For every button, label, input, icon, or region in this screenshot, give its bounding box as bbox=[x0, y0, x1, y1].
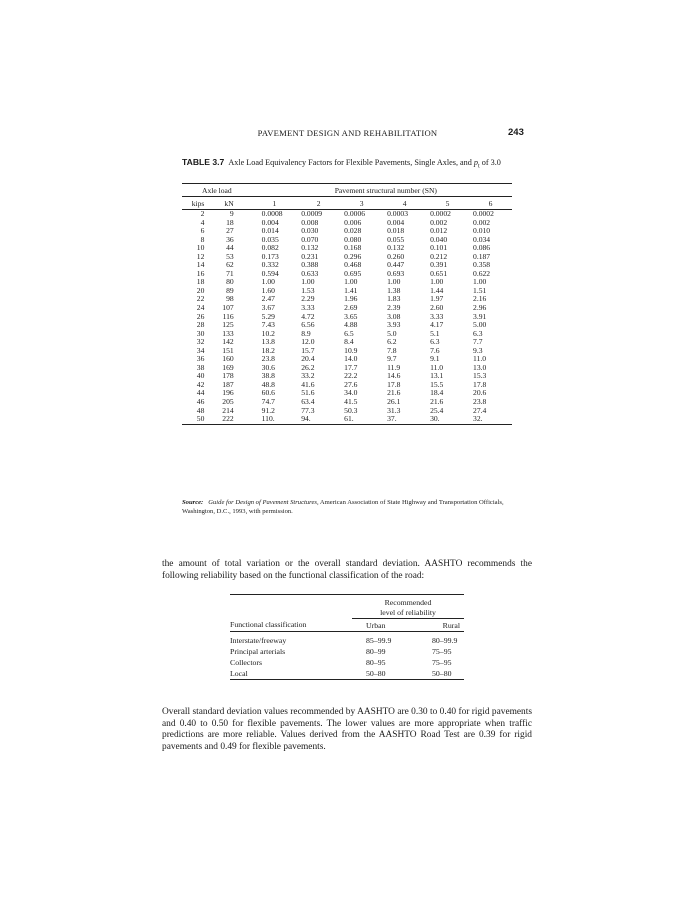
cell-kips: 20 bbox=[196, 285, 205, 295]
cell-factor: 13.8 bbox=[261, 337, 275, 347]
cell-classification: Interstate/freeway bbox=[230, 636, 287, 645]
cell-factor: 9.3 bbox=[473, 345, 483, 355]
cell-rural: 75–95 bbox=[432, 647, 452, 656]
cell-urban: 85–99.9 bbox=[366, 636, 392, 645]
page-number: 243 bbox=[508, 127, 524, 138]
cell-kn: 89 bbox=[226, 285, 234, 295]
cell-kn: 133 bbox=[222, 328, 234, 338]
cell-factor: 0.012 bbox=[430, 226, 448, 236]
cell-factor: 6.56 bbox=[301, 320, 315, 330]
cell-kn: 169 bbox=[222, 362, 234, 372]
cell-factor: 0.633 bbox=[301, 268, 319, 278]
cell-factor: 0.447 bbox=[387, 260, 405, 270]
cell-factor: 3.65 bbox=[344, 311, 358, 321]
cell-factor: 0.132 bbox=[301, 243, 319, 253]
cell-factor: 2.16 bbox=[473, 294, 487, 304]
caption-p: p bbox=[473, 158, 479, 167]
cell-kn: 160 bbox=[222, 354, 234, 364]
cell-factor: 2.69 bbox=[344, 303, 358, 313]
cell-factor: 21.6 bbox=[387, 388, 401, 398]
cell-factor: 4.88 bbox=[344, 320, 358, 330]
caption-text-b: of 3.0 bbox=[479, 158, 501, 167]
cell-factor: 14.6 bbox=[387, 371, 401, 381]
cell-rural: 50–80 bbox=[432, 669, 452, 678]
body-paragraph-1: the amount of total variation or the overall standard deviation. AASHTO recommends the following reliability based on the functional classification of the road: bbox=[162, 559, 532, 581]
cell-factor: 32. bbox=[473, 414, 483, 424]
cell-factor: 1.38 bbox=[387, 285, 401, 295]
cell-factor: 6.3 bbox=[430, 337, 440, 347]
cell-kn: 53 bbox=[226, 251, 234, 261]
cell-factor: 10.2 bbox=[261, 328, 275, 338]
cell-factor: 38.8 bbox=[261, 371, 275, 381]
cell-factor: 61. bbox=[344, 414, 354, 424]
cell-factor: 1.00 bbox=[387, 277, 401, 287]
cell-kips: 48 bbox=[196, 405, 205, 415]
cell-factor: 1.53 bbox=[301, 285, 315, 295]
cell-rural: 80–99.9 bbox=[432, 636, 458, 645]
caption-text-a: Axle Load Equivalency Factors for Flexible Pavements, Single Axles, and bbox=[228, 158, 474, 167]
rel-col-urban: Urban bbox=[366, 620, 386, 630]
table-row bbox=[230, 632, 464, 647]
cell-factor: 0.0008 bbox=[261, 209, 283, 218]
cell-factor: 3.93 bbox=[387, 320, 401, 330]
source-title: Guide for Design of Pavement Structures, bbox=[208, 499, 319, 506]
cell-factor: 0.040 bbox=[430, 234, 448, 244]
cell-classification: Collectors bbox=[230, 658, 263, 667]
cell-factor: 0.212 bbox=[430, 251, 448, 261]
cell-kn: 178 bbox=[222, 371, 234, 381]
cell-factor: 25.4 bbox=[430, 405, 444, 415]
cell-factor: 14.0 bbox=[344, 354, 358, 364]
cell-factor: 8.4 bbox=[344, 337, 354, 347]
cell-factor: 2.96 bbox=[473, 303, 487, 313]
table-caption bbox=[182, 157, 522, 173]
col-kips: kips bbox=[191, 198, 205, 208]
cell-factor: 7.43 bbox=[261, 320, 275, 330]
cell-kn: 151 bbox=[222, 345, 234, 355]
caption-sub: t bbox=[478, 163, 480, 170]
cell-kn: 125 bbox=[222, 320, 234, 330]
cell-factor: 0.018 bbox=[387, 226, 405, 236]
cell-factor: 7.7 bbox=[473, 337, 483, 347]
cell-factor: 0.388 bbox=[301, 260, 319, 270]
cell-factor: 0.622 bbox=[473, 268, 491, 278]
cell-kn: 44 bbox=[226, 243, 234, 253]
cell-factor: 51.6 bbox=[301, 388, 315, 398]
rel-group-line2: level of reliability bbox=[352, 608, 464, 619]
cell-kn: 196 bbox=[222, 388, 234, 398]
cell-factor: 0.028 bbox=[344, 226, 362, 236]
col-kn: kN bbox=[224, 198, 234, 208]
cell-factor: 1.00 bbox=[344, 277, 358, 287]
cell-kn: 36 bbox=[226, 234, 234, 244]
cell-factor: 1.00 bbox=[301, 277, 315, 287]
cell-factor: 0.0009 bbox=[301, 209, 323, 218]
cell-kips: 36 bbox=[196, 354, 205, 364]
cell-kn: 9 bbox=[229, 209, 234, 218]
cell-factor: 0.101 bbox=[430, 243, 448, 253]
axle-load-header: Axle load bbox=[182, 184, 252, 197]
cell-kips: 12 bbox=[196, 251, 205, 261]
cell-kn: 18 bbox=[226, 217, 234, 227]
cell-factor: 0.055 bbox=[387, 234, 405, 244]
cell-factor: 3.91 bbox=[473, 311, 487, 321]
col-sn-3: 3 bbox=[359, 198, 364, 208]
cell-factor: 77.3 bbox=[301, 405, 315, 415]
cell-kips: 2 bbox=[200, 209, 205, 218]
cell-kn: 214 bbox=[222, 405, 234, 415]
cell-factor: 13.0 bbox=[473, 362, 487, 372]
cell-factor: 0.082 bbox=[261, 243, 279, 253]
cell-urban: 80–99 bbox=[366, 647, 386, 656]
col-sn-5: 5 bbox=[445, 198, 450, 208]
cell-factor: 30.6 bbox=[261, 362, 275, 372]
cell-factor: 5.1 bbox=[430, 328, 440, 338]
cell-factor: 74.7 bbox=[261, 397, 275, 407]
cell-factor: 18.2 bbox=[261, 345, 275, 355]
reliability-table bbox=[230, 594, 464, 680]
cell-factor: 2.39 bbox=[387, 303, 401, 313]
cell-factor: 27.6 bbox=[344, 379, 358, 389]
cell-kn: 222 bbox=[222, 414, 234, 424]
cell-kips: 10 bbox=[196, 243, 205, 253]
cell-kips: 26 bbox=[196, 311, 205, 321]
cell-kips: 6 bbox=[200, 226, 205, 236]
cell-factor: 0.296 bbox=[344, 251, 362, 261]
cell-factor: 11.0 bbox=[473, 354, 487, 364]
table-row bbox=[230, 657, 464, 668]
cell-factor: 15.7 bbox=[301, 345, 315, 355]
cell-factor: 0.594 bbox=[261, 268, 279, 278]
cell-factor: 0.002 bbox=[473, 217, 491, 227]
cell-factor: 7.8 bbox=[387, 345, 397, 355]
cell-factor: 0.004 bbox=[387, 217, 405, 227]
cell-factor: 0.006 bbox=[344, 217, 362, 227]
cell-kips: 28 bbox=[196, 320, 205, 330]
cell-kips: 16 bbox=[196, 268, 205, 278]
cell-factor: 37. bbox=[387, 414, 397, 424]
cell-factor: 23.8 bbox=[261, 354, 275, 364]
cell-kips: 38 bbox=[196, 362, 205, 372]
cell-kips: 14 bbox=[196, 260, 205, 270]
cell-factor: 23.8 bbox=[473, 397, 487, 407]
cell-factor: 30. bbox=[430, 414, 440, 424]
cell-factor: 0.391 bbox=[430, 260, 448, 270]
cell-factor: 9.7 bbox=[387, 354, 397, 364]
cell-factor: 4.72 bbox=[301, 311, 315, 321]
cell-factor: 17.8 bbox=[387, 379, 401, 389]
cell-kips: 22 bbox=[196, 294, 205, 304]
table-label: TABLE 3.7 bbox=[182, 157, 225, 167]
cell-factor: 12.0 bbox=[301, 337, 315, 347]
cell-factor: 27.4 bbox=[473, 405, 487, 415]
cell-factor: 20.6 bbox=[473, 388, 487, 398]
table-row bbox=[230, 646, 464, 657]
cell-factor: 0.168 bbox=[344, 243, 362, 253]
cell-factor: 26.2 bbox=[301, 362, 315, 372]
cell-factor: 0.173 bbox=[261, 251, 279, 261]
page-header bbox=[0, 128, 695, 140]
cell-kips: 8 bbox=[200, 234, 205, 244]
cell-factor: 1.00 bbox=[430, 277, 444, 287]
cell-urban: 80–95 bbox=[366, 658, 386, 667]
cell-factor: 1.44 bbox=[430, 285, 444, 295]
cell-factor: 0.693 bbox=[387, 268, 405, 278]
cell-kips: 32 bbox=[196, 337, 205, 347]
cell-factor: 17.7 bbox=[344, 362, 358, 372]
cell-factor: 8.9 bbox=[301, 328, 311, 338]
cell-factor: 6.5 bbox=[344, 328, 354, 338]
cell-factor: 1.00 bbox=[261, 277, 275, 287]
cell-factor: 0.035 bbox=[261, 234, 279, 244]
cell-factor: 9.1 bbox=[430, 354, 440, 364]
cell-kn: 116 bbox=[222, 311, 234, 321]
cell-kips: 4 bbox=[200, 217, 205, 227]
cell-factor: 1.96 bbox=[344, 294, 358, 304]
cell-kn: 98 bbox=[226, 294, 234, 304]
cell-factor: 15.5 bbox=[430, 379, 444, 389]
cell-factor: 1.97 bbox=[430, 294, 444, 304]
cell-factor: 21.6 bbox=[430, 397, 444, 407]
col-sn-4: 4 bbox=[402, 198, 407, 208]
cell-kn: 107 bbox=[222, 303, 234, 313]
rel-col-rural: Rural bbox=[442, 620, 460, 630]
cell-kips: 34 bbox=[196, 345, 205, 355]
cell-factor: 3.08 bbox=[387, 311, 401, 321]
cell-factor: 0.0003 bbox=[387, 209, 408, 218]
cell-kips: 50 bbox=[196, 414, 205, 424]
cell-kips: 24 bbox=[196, 303, 205, 313]
cell-factor: 0.358 bbox=[473, 260, 491, 270]
cell-factor: 10.9 bbox=[344, 345, 358, 355]
cell-factor: 0.030 bbox=[301, 226, 319, 236]
cell-classification: Principal arterials bbox=[230, 647, 286, 656]
cell-factor: 48.8 bbox=[261, 379, 275, 389]
col-sn-2: 2 bbox=[316, 198, 321, 208]
cell-factor: 0.004 bbox=[261, 217, 279, 227]
cell-kips: 46 bbox=[196, 397, 205, 407]
cell-factor: 2.47 bbox=[261, 294, 275, 304]
cell-factor: 17.8 bbox=[473, 379, 487, 389]
cell-factor: 7.6 bbox=[430, 345, 440, 355]
source-label: Source: bbox=[182, 499, 204, 506]
cell-factor: 5.00 bbox=[473, 320, 487, 330]
cell-factor: 0.086 bbox=[473, 243, 491, 253]
cell-kips: 44 bbox=[196, 388, 205, 398]
cell-kips: 40 bbox=[196, 371, 205, 381]
cell-kn: 205 bbox=[222, 397, 234, 407]
reliability-table-body bbox=[230, 632, 464, 680]
source-note bbox=[182, 498, 512, 516]
cell-factor: 110. bbox=[261, 414, 275, 424]
cell-kn: 27 bbox=[226, 226, 234, 236]
cell-factor: 0.0002 bbox=[430, 209, 451, 218]
cell-factor: 0.014 bbox=[261, 226, 279, 236]
cell-factor: 0.034 bbox=[473, 234, 491, 244]
cell-kips: 18 bbox=[196, 277, 205, 287]
cell-factor: 26.1 bbox=[387, 397, 401, 407]
sn-header: Pavement structural number (SN) bbox=[252, 184, 512, 197]
cell-factor: 1.00 bbox=[473, 277, 487, 287]
cell-factor: 11.0 bbox=[430, 362, 444, 372]
cell-factor: 0.0006 bbox=[344, 209, 366, 218]
body-paragraph-2: Overall standard deviation values recommended by AASHTO are 0.30 to 0.40 for rigid pavements and 0.40 to 0.50 for flexible pavements. The lower values are more appropriate when traffic predictions are more reliable. Values derived from the AASHTO Road Test are 0.39 for rigid pavements and 0.49 for flexible pavements. bbox=[162, 707, 532, 752]
cell-factor: 0.332 bbox=[261, 260, 279, 270]
cell-factor: 18.4 bbox=[430, 388, 444, 398]
cell-factor: 41.5 bbox=[344, 397, 358, 407]
cell-classification: Local bbox=[230, 669, 248, 678]
col-sn-1: 1 bbox=[272, 198, 277, 208]
cell-factor: 0.231 bbox=[301, 251, 319, 261]
cell-factor: 3.33 bbox=[301, 303, 315, 313]
col-sn-6: 6 bbox=[488, 198, 493, 208]
cell-factor: 0.008 bbox=[301, 217, 319, 227]
cell-factor: 4.17 bbox=[430, 320, 444, 330]
cell-factor: 41.6 bbox=[301, 379, 315, 389]
cell-factor: 3.67 bbox=[261, 303, 275, 313]
cell-factor: 6.3 bbox=[473, 328, 483, 338]
cell-factor: 0.651 bbox=[430, 268, 448, 278]
cell-kips: 42 bbox=[196, 379, 205, 389]
cell-factor: 0.070 bbox=[301, 234, 319, 244]
cell-factor: 94. bbox=[301, 414, 311, 424]
rel-col-class: Functional classification bbox=[230, 620, 307, 630]
cell-factor: 1.60 bbox=[261, 285, 275, 295]
cell-factor: 15.3 bbox=[473, 371, 487, 381]
cell-factor: 34.0 bbox=[344, 388, 358, 398]
cell-factor: 13.1 bbox=[430, 371, 444, 381]
cell-kn: 187 bbox=[222, 379, 234, 389]
cell-factor: 0.695 bbox=[344, 268, 362, 278]
table-row bbox=[230, 668, 464, 680]
cell-factor: 60.6 bbox=[261, 388, 275, 398]
cell-factor: 0.0002 bbox=[473, 209, 494, 218]
cell-factor: 31.3 bbox=[387, 405, 401, 415]
cell-factor: 0.260 bbox=[387, 251, 405, 261]
cell-kn: 142 bbox=[222, 337, 234, 347]
cell-factor: 1.41 bbox=[344, 285, 358, 295]
cell-factor: 33.2 bbox=[301, 371, 315, 381]
cell-factor: 0.002 bbox=[430, 217, 448, 227]
axle-load-table bbox=[182, 183, 512, 425]
cell-factor: 22.2 bbox=[344, 371, 358, 381]
cell-factor: 91.2 bbox=[261, 405, 275, 415]
cell-factor: 3.33 bbox=[430, 311, 444, 321]
cell-factor: 50.3 bbox=[344, 405, 358, 415]
cell-kn: 80 bbox=[226, 277, 234, 287]
cell-factor: 0.010 bbox=[473, 226, 491, 236]
cell-factor: 0.468 bbox=[344, 260, 362, 270]
cell-factor: 0.080 bbox=[344, 234, 362, 244]
cell-factor: 2.29 bbox=[301, 294, 315, 304]
table-row bbox=[182, 415, 512, 424]
cell-factor: 1.83 bbox=[387, 294, 401, 304]
cell-kn: 62 bbox=[226, 260, 234, 270]
cell-factor: 6.2 bbox=[387, 337, 397, 347]
cell-urban: 50–80 bbox=[366, 669, 386, 678]
cell-factor: 2.60 bbox=[430, 303, 444, 313]
running-head: PAVEMENT DESIGN AND REHABILITATION bbox=[257, 128, 438, 138]
cell-rural: 75–95 bbox=[432, 658, 452, 667]
cell-factor: 11.9 bbox=[387, 362, 401, 372]
source-rest: American Association of State Highway and Transportation Officials, Washington, D.C., 1993, with permission. bbox=[182, 499, 504, 515]
axle-table-body bbox=[182, 210, 512, 425]
cell-factor: 5.0 bbox=[387, 328, 397, 338]
cell-factor: 1.51 bbox=[473, 285, 487, 295]
cell-factor: 0.132 bbox=[387, 243, 405, 253]
cell-factor: 20.4 bbox=[301, 354, 315, 364]
cell-kips: 30 bbox=[196, 328, 205, 338]
cell-factor: 63.4 bbox=[301, 397, 315, 407]
cell-factor: 5.29 bbox=[261, 311, 275, 321]
cell-factor: 0.187 bbox=[473, 251, 491, 261]
rel-group-line1: Recommended bbox=[384, 598, 432, 607]
cell-kn: 71 bbox=[226, 268, 234, 278]
